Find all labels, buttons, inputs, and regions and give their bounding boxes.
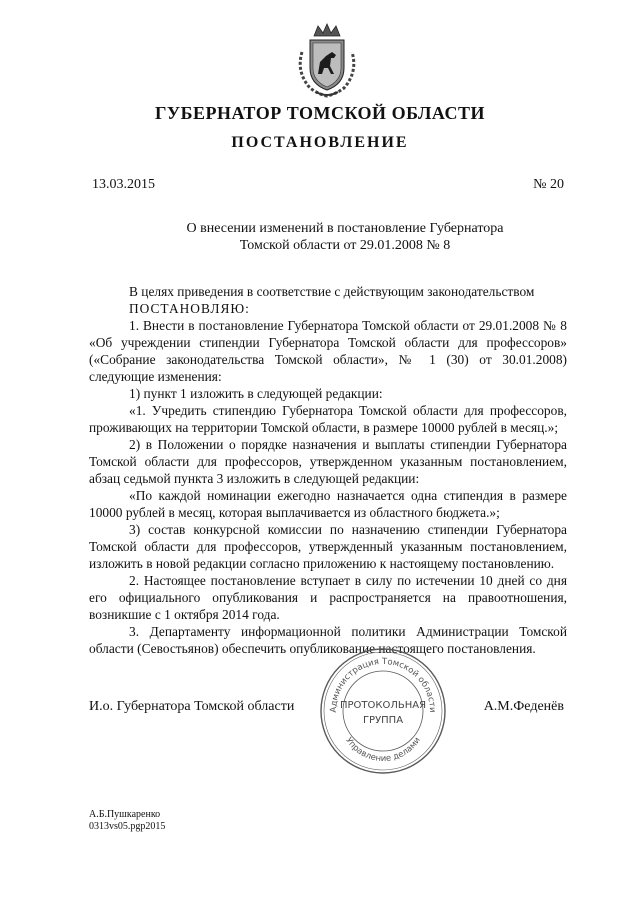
body-paragraph: «По каждой номинации ежегодно назначается одна стипендия в размере 10000 рублей в месяц, которая выплачивается из областного бюджета.»; [89,488,567,520]
stamp-center-line: ГРУППА [362,715,404,726]
body-paragraph: 3) состав конкурсной комиссии по назначению стипендии Губернатора Томской области для профессоров, утвержденный указанным постановлением, изложить в новой редакции согласно приложению к настоящему постановлению. [89,522,567,571]
executor-file: 0313vs05.pgp2015 [89,821,166,832]
executor-info [89,809,165,833]
signatory-position: И.о. Губернатора Томской области [89,699,295,714]
document-body [89,283,567,657]
body-paragraph: «1. Учредить стипендию Губернатора Томской области для профессоров, проживающих на территории Томской области, в размере 10000 рублей в месяц.»; [89,403,567,435]
document-type: ПОСТАНОВЛЕНИЕ [231,134,409,151]
body-paragraph: 2) в Положении о порядке назначения и выплаты стипендии Губернатора Томской области для профессоров, утвержденном указанным постановлением, абзац седьмой пункта 3 изложить в следующей редакции: [89,437,567,486]
executor-name: А.Б.Пушкаренко [89,809,161,820]
subject-line: О внесении изменений в постановление Губернатора [186,221,504,236]
body-paragraph: ПОСТАНОВЛЯЮ: [129,301,250,316]
body-paragraph: 1) пункт 1 изложить в следующей редакции: [129,386,383,401]
stamp-ring-bottom: Управление делами [343,735,423,765]
document-date: 13.03.2015 [92,177,155,192]
body-paragraph: 1. Внести в постановление Губернатора Томской области от 29.01.2008 № 8 «Об учреждении стипендии Губернатора Томской области для профессоров» («Собрание законодательства Томской области», № 1 (30) от 30.01.2008) следующие изменения: [89,318,567,384]
coat-of-arms-icon [296,22,358,100]
document-number: № 20 [533,177,564,192]
body-paragraph: 3. Департаменту информационной политики Администрации Томской области (Севостьянов) обеспечить опубликование настоящего постановления. [89,624,567,656]
document-subject [180,220,510,254]
body-paragraph: 2. Настоящее постановление вступает в силу по истечении 10 дней со дня его официального опубликования и распространяется на правоотношения, возникшие с 1 октября 2014 года. [89,573,567,622]
official-stamp [318,646,448,776]
stamp-ring-top: Администрация Томской области [328,656,438,713]
subject-line: Томской области от 29.01.2008 № 8 [239,238,451,253]
issuer-title: ГУБЕРНАТОР ТОМСКОЙ ОБЛАСТИ [154,103,486,123]
stamp-center-line: ПРОТОКОЛЬНАЯ [339,700,427,711]
body-paragraph: В целях приведения в соответствие с действующим законодательством [129,284,535,299]
signatory-name: А.М.Феденёв [483,699,564,714]
